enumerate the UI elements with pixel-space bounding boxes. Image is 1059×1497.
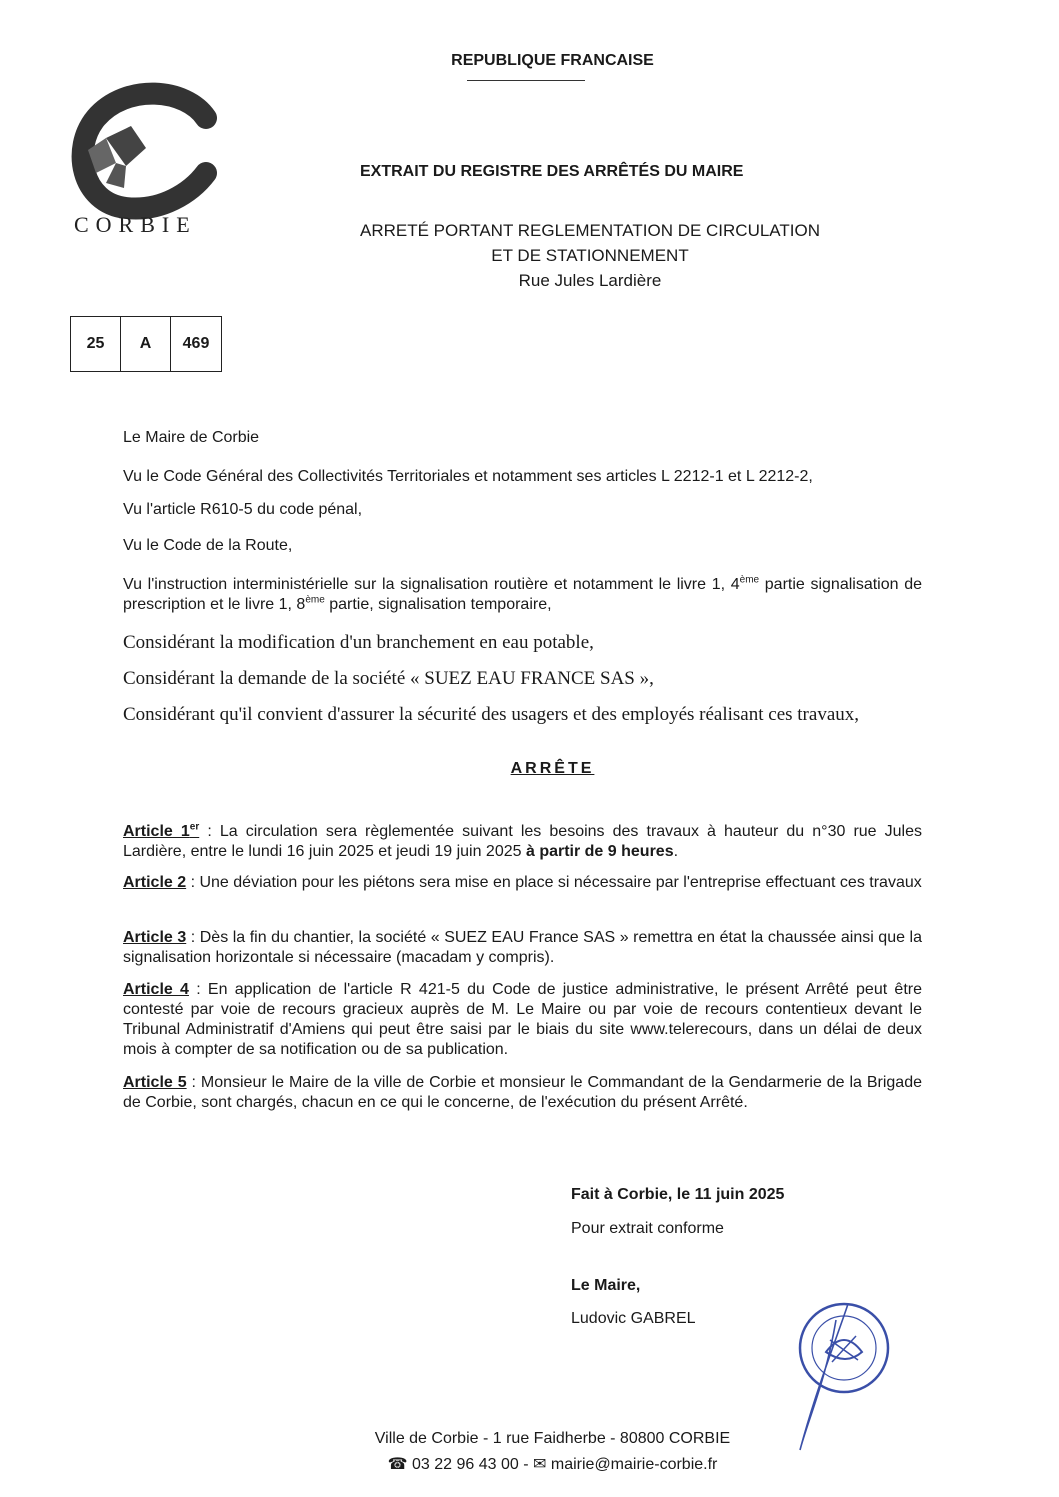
article-3-label: Article 3 (123, 929, 187, 946)
vu-instruction-text-c: partie, signalisation temporaire, (324, 596, 552, 613)
vu-instruction-text-a: Vu l'instruction interministérielle sur la signalisation routière et notamment le livre 1, 4 (123, 576, 740, 593)
considerant-2: Considérant la demande de la société « SUEZ EAU FRANCE SAS », (123, 668, 654, 689)
footer-separator: - (523, 1456, 529, 1473)
fait-a: Fait à Corbie, le 11 juin 2025 (571, 1186, 785, 1203)
decree-title-line1: ARRETÉ PORTANT REGLEMENTATION DE CIRCULATION (360, 221, 820, 240)
arrete-heading: ARRÊTE (510, 760, 595, 777)
reference-box (70, 316, 222, 372)
maire-line: Le Maire de Corbie (123, 429, 260, 446)
register-heading: EXTRAIT DU REGISTRE DES ARRÊTÉS DU MAIRE (360, 163, 744, 180)
article-3 (123, 928, 922, 968)
heading-rule (467, 80, 585, 81)
article-4-label: Article 4 (123, 981, 189, 998)
article-1-end: . (673, 843, 679, 860)
article-1-label-sup: er (189, 821, 200, 833)
article-2 (123, 873, 922, 893)
mail-icon: ✉ (533, 1456, 547, 1473)
reference-type: A (121, 317, 171, 371)
decree-title-line2: ET DE STATIONNEMENT (491, 246, 689, 265)
article-4-text: : En application de l'article R 421-5 du Code de justice administrative, le présent Arrêté peut être contesté par voie de recours gracieux auprès de M. Le Maire ou par voie de recours contentieux devant le Tribunal Administratif d'Amiens qui peut être saisi par le biais du site www.telerecours, dans un délai de deux mois à compter de sa notification ou de sa publication. (123, 981, 923, 1058)
vu-cgct: Vu le Code Général des Collectivités Territoriales et notamment ses articles L 2212-1 et L 2212-2, (123, 468, 813, 485)
vu-code-route: Vu le Code de la Route, (123, 537, 293, 554)
decree-title-line3: Rue Jules Lardière (518, 271, 662, 290)
article-2-text: : Une déviation pour les piétons sera mise en place si nécessaire par l'entreprise effectuant ces travaux (186, 874, 922, 891)
article-1-label-text: Article 1 (123, 823, 190, 840)
republique-heading: REPUBLIQUE FRANCAISE (451, 52, 654, 69)
vu-code-penal: Vu l'article R610-5 du code pénal, (123, 501, 363, 518)
article-1-bold: à partir de 9 heures (525, 843, 674, 860)
vu-instruction-sup2: ème (305, 594, 325, 606)
vu-instruction (123, 575, 922, 615)
signature-title: Le Maire, (571, 1277, 641, 1294)
footer-email[interactable]: mairie@mairie-corbie.fr (550, 1456, 718, 1473)
article-5-label: Article 5 (123, 1074, 187, 1091)
reference-number: 469 (182, 335, 210, 352)
article-3-text: : Dès la fin du chantier, la société « SUEZ EAU France SAS » remettra en état la chaussée ainsi que la signalisation horizontale si nécessaire (macadam y compris). (123, 929, 922, 966)
reference-year: 25 (71, 317, 121, 371)
signature-name: Ludovic GABREL (571, 1310, 696, 1327)
article-1-text: : La circulation sera règlementée suivant les besoins des travaux à hauteur du n°30 rue Jules Lardière, entre le lundi 16 juin 2025 et jeudi 19 juin 2025 (123, 823, 923, 860)
article-5-text: : Monsieur le Maire de la ville de Corbie et monsieur le Commandant de la Gendarmerie de la Brigade de Corbie, sont chargés, chacun en ce qui le concerne, de l'exécution du présent Arrêté. (123, 1074, 922, 1111)
article-4 (123, 980, 922, 1060)
article-1 (123, 822, 922, 862)
article-5 (123, 1073, 922, 1113)
vu-instruction-text-b: partie signalisation de prescription et le livre 1, 8 (123, 576, 923, 613)
logo-text: CORBIE (74, 212, 197, 237)
considerant-1: Considérant la modification d'un branchement en eau potable, (123, 632, 594, 653)
footer-phone: 03 22 96 43 00 (412, 1456, 519, 1473)
considerant-3: Considérant qu'il convient d'assurer la sécurité des usagers et des employés réalisant ces travaux, (123, 704, 859, 725)
vu-instruction-sup1: ème (739, 574, 760, 586)
telephone-icon: ☎ (387, 1456, 408, 1473)
article-2-label: Article 2 (123, 874, 187, 891)
footer-contact (0, 1454, 1059, 1474)
pour-extrait: Pour extrait conforme (571, 1220, 724, 1237)
footer-address: Ville de Corbie - 1 rue Faidherbe - 80800 CORBIE (374, 1430, 731, 1447)
article-1-label (123, 823, 199, 840)
decree-title (300, 218, 880, 293)
